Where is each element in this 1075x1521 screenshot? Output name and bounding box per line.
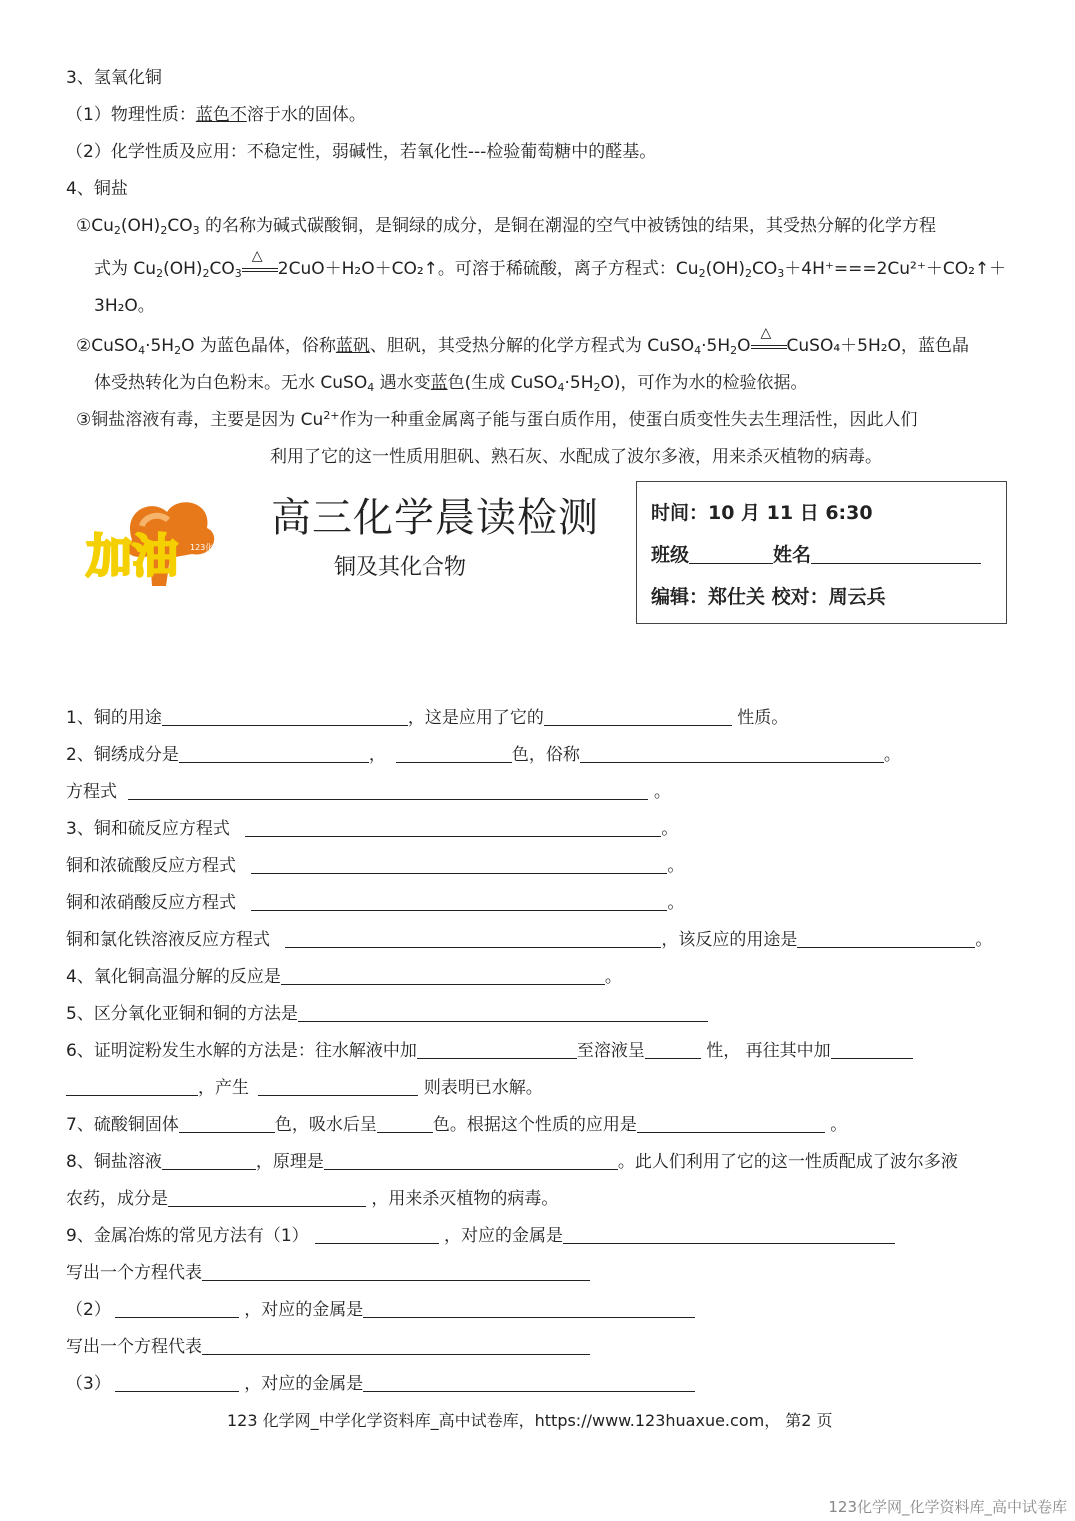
answer-blank[interactable] (797, 930, 975, 948)
svg-text:123化学网: 123化学网 (190, 543, 230, 552)
cuoh2-chemical-property: （2）化学性质及应用：不稳定性，弱碱性，若氧化性---检验葡萄糖中的醛基。 (66, 142, 657, 162)
question-1: 1、铜的用途 ，这是应用了它的 性质。 (66, 708, 789, 728)
answer-blank[interactable] (645, 1041, 701, 1059)
answer-blank[interactable] (115, 1374, 239, 1392)
answer-blank[interactable] (831, 1041, 913, 1059)
answer-blank[interactable] (258, 1078, 418, 1096)
watermark: 123化学网_化学资料库_高中试卷库 (828, 1498, 1067, 1516)
answer-blank[interactable] (179, 1115, 275, 1133)
copper-salt-item-1-line2: 式为 $Cu_2(OH)_2CO_3$ △ 2CuO＋H₂O＋CO₂↑。可溶于稀硫酸，离子方程式：$Cu_2(OH)_2CO_3+4H^+===2Cu^{2+}+CO_2↑+$ (94, 248, 1007, 280)
heat-symbol: △ (242, 261, 278, 275)
answer-blank[interactable] (396, 745, 512, 763)
answer-blank[interactable] (315, 1226, 439, 1244)
logo (82, 490, 242, 586)
copper-salt-item-2-line2: 体受热转化为白色粉末。无水 CuSO$_4$ 遇水变蓝色(生成 $CuSO_4\cdot 5H_2O$)，可作为水的检验依据。 (94, 373, 808, 394)
copper-salt-item-2: $②CuSO_4\cdot 5H_2O$ 为蓝色晶体，俗称蓝矾、胆矾，其受热分解的化学方程式为 $CuSO_4\cdot 5H_2O$ △ CuSO₄＋5H₂O，蓝色晶 (76, 325, 969, 357)
answer-blank[interactable] (179, 745, 369, 763)
answer-blank[interactable] (363, 1374, 695, 1392)
question-9-method-3: （3） ，对应的金属是 (66, 1373, 695, 1395)
section-4-title: 4、铜盐 (66, 179, 128, 199)
question-7: 7、硫酸铜固体 色，吸水后呈 色。根据这个性质的应用是 。 (66, 1115, 848, 1135)
test-time: 时间：10 月 11 日 6:30 (651, 502, 873, 524)
question-3-h2so4: 铜和浓硫酸反应方程式 。 (66, 856, 685, 876)
answer-blank[interactable] (168, 1189, 366, 1207)
question-2-equation: 方程式 。 (66, 782, 671, 802)
question-5: 5、区分氧化亚铜和铜的方法是 (66, 1003, 708, 1025)
svg-text:加油: 加油 (86, 529, 178, 583)
cuoh2-physical-property: （1）物理性质：蓝色不溶于水的固体。 (66, 105, 366, 125)
section-3-title: 3、氢氧化铜 (66, 68, 162, 88)
question-3-hno3: 铜和浓硝酸反应方程式 。 (66, 893, 685, 913)
answer-blank[interactable] (417, 1041, 577, 1059)
question-8-line2: 农药，成分是 ，用来杀灭植物的病毒。 (66, 1189, 559, 1209)
question-9-method-2: （2） ，对应的金属是 (66, 1299, 695, 1321)
answer-blank[interactable] (202, 1337, 590, 1355)
name-field[interactable] (811, 546, 981, 564)
answer-blank[interactable] (162, 708, 408, 726)
question-3-fecl3: 铜和氯化铁溶液反应方程式 ，该反应的用途是 。 (66, 930, 993, 950)
answer-blank[interactable] (66, 1078, 198, 1096)
copper-salt-item-3: ③铜盐溶液有毒，主要是因为 $Cu^{2+}$作为一种重金属离子能与蛋白质作用，使蛋白质变性失去生理活性，因此人们 (76, 409, 918, 430)
class-name-row: 班级 姓名 (651, 540, 981, 567)
answer-blank[interactable] (281, 967, 605, 985)
info-box (636, 481, 1007, 624)
answer-blank[interactable] (637, 1115, 825, 1133)
answer-blank[interactable] (162, 1152, 256, 1170)
answer-blank[interactable] (285, 930, 661, 948)
heat-symbol: △ (751, 338, 787, 352)
question-4: 4、氧化铜高温分解的反应是 。 (66, 967, 622, 987)
question-9: 9、金属冶炼的常见方法有（1） ，对应的金属是 (66, 1225, 895, 1247)
class-field[interactable] (689, 546, 773, 564)
answer-blank[interactable] (115, 1300, 239, 1318)
answer-blank[interactable] (298, 1004, 708, 1022)
answer-blank[interactable] (251, 856, 667, 874)
question-8: 8、铜盐溶液 ，原理是 。此人们利用了它的这一性质配成了波尔多液 (66, 1152, 958, 1172)
answer-blank[interactable] (563, 1226, 895, 1244)
question-9-equation-2: 写出一个方程代表 (66, 1336, 590, 1358)
answer-blank[interactable] (202, 1263, 590, 1281)
page-footer: 123 化学网_中学化学资料库_高中试卷库，https://www.123huaxue.com， 第2 页 (227, 1411, 833, 1430)
answer-blank[interactable] (377, 1115, 433, 1133)
answer-blank[interactable] (245, 819, 661, 837)
copper-salt-item-1-line3: 3H₂O。 (94, 296, 155, 316)
answer-blank[interactable] (363, 1300, 695, 1318)
question-3: 3、铜和硫反应方程式 。 (66, 819, 679, 839)
editor-row: 编辑：郑仕关 校对：周云兵 (651, 586, 886, 608)
question-2: 2、铜绣成分是 ， 色，俗称 。 (66, 745, 901, 765)
copper-salt-item-3-line2: 利用了它的这一性质用胆矾、熟石灰、水配成了波尔多液，用来杀灭植物的病毒。 (270, 447, 882, 467)
question-6: 6、证明淀粉发生水解的方法是：往水解液中加 至溶液呈 性， 再往其中加 (66, 1040, 913, 1062)
answer-blank[interactable] (251, 893, 667, 911)
answer-blank[interactable] (128, 782, 648, 800)
copper-salt-item-1: $①Cu_2(OH)_2CO_3$ 的名称为碱式碳酸铜，是铜绿的成分，是铜在潮湿的空气中被锈蚀的结果，其受热分解的化学方程 (76, 216, 936, 237)
answer-blank[interactable] (544, 708, 732, 726)
question-6-line2: ，产生 则表明已水解。 (66, 1077, 543, 1099)
page-title: 高三化学晨读检测 (271, 495, 599, 541)
answer-blank[interactable] (580, 745, 884, 763)
question-9-equation-1: 写出一个方程代表 (66, 1262, 590, 1284)
answer-blank[interactable] (324, 1152, 618, 1170)
page-subtitle: 铜及其化合物 (334, 555, 467, 580)
